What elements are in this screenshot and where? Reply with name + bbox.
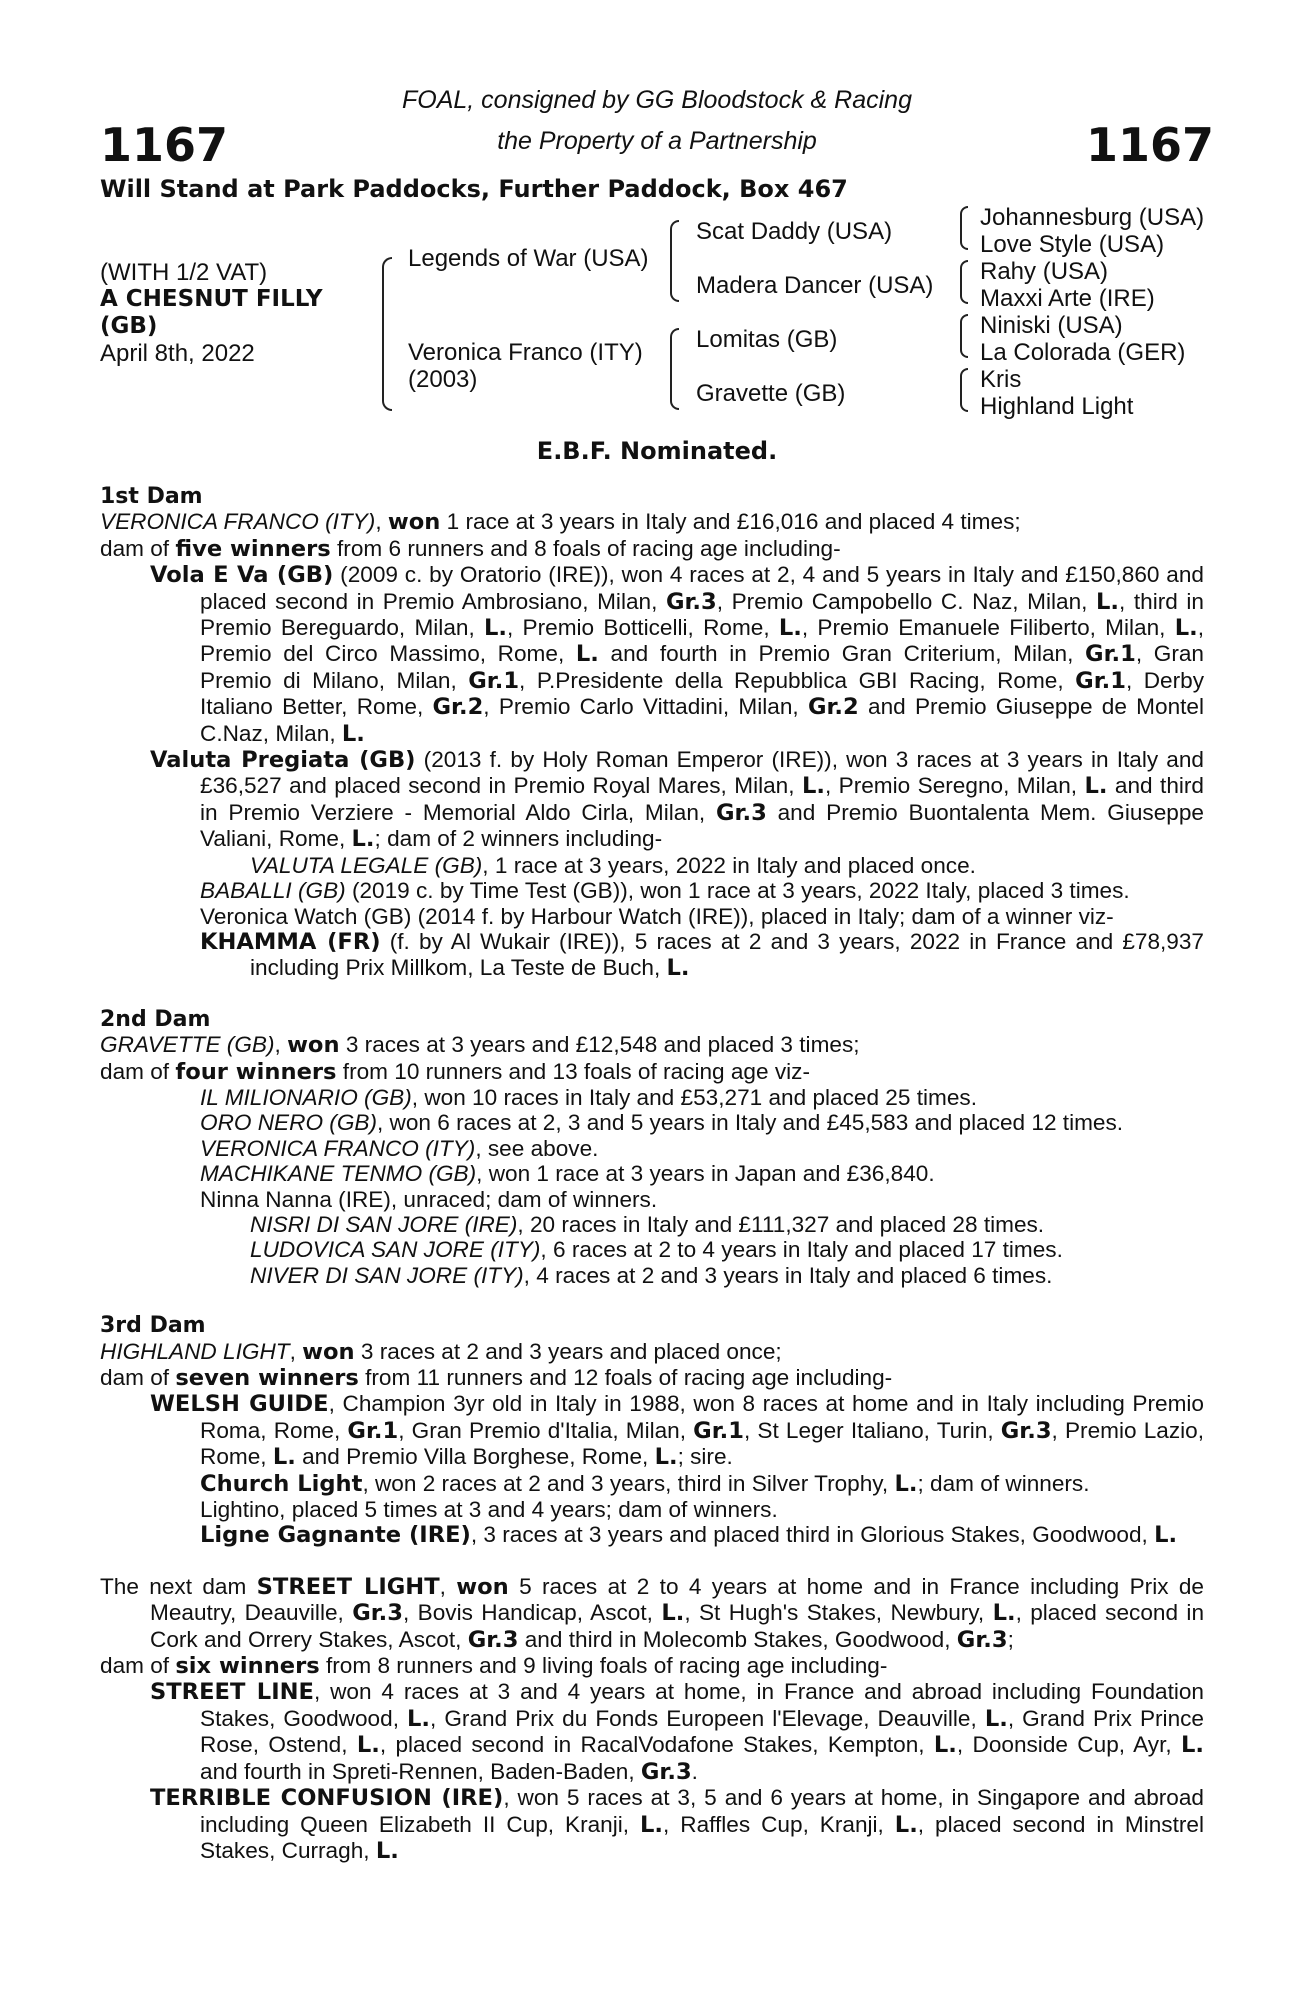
pedigree-g3: Rahy (USA) (980, 258, 1109, 285)
produce-baballi: BABALLI (GB) (2019 c. by Time Test (GB)), won 1 race at 3 years, 2022 Italy, placed 3 times. (200, 878, 1130, 904)
third-dam-heading: 3rd Dam (100, 1313, 206, 1339)
pedigree-dam-year: (2003) (408, 366, 478, 393)
produce-nisri: NISRI DI SAN JORE (IRE), 20 races in Italy and £111,327 and placed 28 times. (250, 1211, 1045, 1237)
pedigree-brace-main (382, 257, 392, 411)
horse-dob: April 8th, 2022 (100, 340, 255, 367)
ebf-nominated: E.B.F. Nominated. (536, 437, 778, 465)
produce-ninna-nanna: Ninna Nanna (IRE), unraced; dam of winners. (200, 1186, 658, 1212)
first-dam-heading: 1st Dam (100, 484, 203, 509)
produce-valuta-pregiata: Valuta Pregiata (GB) (2013 f. by Holy Roman Emperor (IRE)), won 3 races at 3 years in Italy and £36,527 and placed second in Premio Royal Mares, Milan, L., Premio Seregno, Milan, L. and third in Premio Verziere - Memorial Aldo Cirla, Milan, Gr.3 and Premio Buontalenta Mem. Giuseppe Valiani, Rome, L.; dam of 2 winners including- (150, 747, 1205, 853)
pedigree-brace-g1 (960, 206, 968, 250)
second-dam-record: GRAVETTE (GB), won 3 races at 3 years and £12,548 and placed 3 times; (100, 1032, 860, 1059)
produce-oro-nero: ORO NERO (GB), won 6 races at 2, 3 and 5 years in Italy and £45,583 and placed 12 times. (200, 1110, 1124, 1136)
produce-veronica-franco: VERONICA FRANCO (ITY), see above. (200, 1135, 599, 1161)
pedigree-brace-g4 (960, 368, 968, 412)
catalogue-body (100, 484, 1204, 1864)
produce-terrible-confusion: TERRIBLE CONFUSION (IRE), won 5 races at 3, 5 and 6 years at home, in Singapore and abroad including Queen Elizabeth II Cup, Kranji, L., Raffles Cup, Kranji, L., placed second in Minstrel Stakes, Curragh, L. (150, 1785, 1204, 1864)
produce-welsh-guide: WELSH GUIDE, Champion 3yr old in Italy in 1988, won 8 races at home and in Italy including Premio Roma, Rome, Gr.1, Gran Premio d'Italia, Milan, Gr.1, St Leger Italiano, Turin, Gr.3, Premio Lazio, Rome, L. and Premio Villa Borghese, Rome, L.; sire. (150, 1391, 1204, 1471)
produce-vola-e-va: Vola E Va (GB) (2009 c. by Oratorio (IRE)), won 4 races at 2, 4 and 5 years in Italy and £150,860 and placed second in Premio Ambrosiano, Milan, Gr.3, Premio Campobello C. Naz, Milan, L., third in Premio Bereguardo, Milan, L., Premio Botticelli, Rome, L., Premio Emanuele Filiberto, Milan, L., Premio del Circo Massimo, Rome, L. and fourth in Premio Gran Criterium, Milan, Gr.1, Gran Premio di Milano, Milan, Gr.1, P.Presidente della Repubblica GBI Racing, Rome, Gr.1, Derby Italiano Better, Rome, Gr.2, Premio Carlo Vittadini, Milan, Gr.2 and Premio Giuseppe de Montel C.Naz, Milan, L. (150, 562, 1204, 747)
pedigree-sire-sire: Scat Daddy (USA) (696, 218, 893, 245)
produce-machikane-tenmo: MACHIKANE TENMO (GB), won 1 race at 3 years in Japan and £36,840. (200, 1161, 935, 1187)
pedigree-g8: Highland Light (980, 393, 1134, 420)
first-dam-produce: dam of five winners from 6 runners and 8 foals of racing age including- (100, 535, 841, 562)
pedigree-brace-g3 (960, 314, 968, 358)
pedigree-g6: La Colorada (GER) (980, 339, 1186, 366)
produce-niver: NIVER DI SAN JORE (ITY), 4 races at 2 and 3 years in Italy and placed 6 times. (250, 1262, 1053, 1288)
second-dam-produce: dam of four winners from 10 runners and 13 foals of racing age viz- (100, 1058, 810, 1085)
produce-veronica-watch: Veronica Watch (GB) (2014 f. by Harbour Watch (IRE)), placed in Italy; dam of a winner viz- (200, 903, 1114, 929)
pedigree-brace-g2 (960, 260, 968, 304)
produce-church-light: Church Light, won 2 races at 2 and 3 years, third in Silver Trophy, L.; dam of winners. (200, 1470, 1090, 1497)
lot-number-right: 1167 (1085, 118, 1214, 172)
next-dam-produce: dam of six winners from 8 runners and 9 living foals of racing age including- (100, 1653, 888, 1680)
horse-country: (GB) (100, 313, 158, 339)
produce-valuta-legale: VALUTA LEGALE (GB), 1 race at 3 years, 2022 in Italy and placed once. (250, 852, 976, 878)
pedigree-brace-dam (670, 328, 679, 410)
third-dam-produce: dam of seven winners from 11 runners and 12 foals of racing age including- (100, 1365, 893, 1391)
horse-name: A CHESNUT FILLY (100, 286, 323, 312)
first-dam-record: VERONICA FRANCO (ITY), won 1 race at 3 years in Italy and £16,016 and placed 4 times; (100, 509, 1021, 536)
vat-note: (WITH 1/2 VAT) (100, 259, 268, 286)
consignor-line: FOAL, consigned by GG Bloodstock & Racing (402, 86, 912, 114)
produce-khamma: KHAMMA (FR) (f. by Al Wukair (IRE)), 5 races at 2 and 3 years, 2022 in France and £78,937 including Prix Millkom, La Teste de Buch, L. (200, 928, 1204, 982)
third-dam-record: HIGHLAND LIGHT, won 3 races at 2 and 3 years and placed once; (100, 1338, 782, 1365)
pedigree-sire: Legends of War (USA) (408, 245, 649, 272)
pedigree-brace-sire (670, 220, 679, 302)
stand-location: Will Stand at Park Paddocks, Further Paddock, Box 467 (100, 175, 848, 203)
pedigree-g4: Maxxi Arte (IRE) (980, 285, 1155, 312)
produce-street-line: STREET LINE, won 4 races at 3 and 4 years at home, in France and abroad including Foundation Stakes, Goodwood, L., Grand Prix du Fonds Europeen l'Elevage, Deauville, L., Grand Prix Prince Rose, Ostend, L., placed second in RacalVodafone Stakes, Kempton, L., Doonside Cup, Ayr, L. and fourth in Spreti-Rennen, Baden-Baden, Gr.3. (150, 1679, 1205, 1785)
pedigree-sire-dam: Madera Dancer (USA) (696, 272, 934, 299)
pedigree-g1: Johannesburg (USA) (980, 204, 1205, 231)
lot-number-left: 1167 (100, 118, 229, 172)
produce-ludovica: LUDOVICA SAN JORE (ITY), 6 races at 2 to 4 years in Italy and placed 17 times. (250, 1237, 1063, 1263)
second-dam-heading: 2nd Dam (100, 1006, 211, 1032)
next-dam-record: The next dam STREET LIGHT, won 5 races at 2 to 4 years at home and in France including Prix de Meautry, Deauville, Gr.3, Bovis Handicap, Ascot, L., St Hugh's Stakes, Newbury, L., placed second in Cork and Orrery Stakes, Ascot, Gr.3 and third in Molecomb Stakes, Goodwood, Gr.3; (100, 1573, 1205, 1653)
produce-ligne-gagnante: Ligne Gagnante (IRE), 3 races at 3 years and placed third in Glorious Stakes, Goodwood, L. (200, 1522, 1178, 1549)
pedigree-dam-sire: Lomitas (GB) (696, 326, 838, 353)
pedigree-dam-dam: Gravette (GB) (696, 380, 846, 407)
pedigree-dam: Veronica Franco (ITY) (408, 339, 643, 366)
pedigree-g2: Love Style (USA) (980, 231, 1165, 258)
produce-lightino: Lightino, placed 5 times at 3 and 4 years; dam of winners. (200, 1497, 778, 1523)
pedigree-g5: Niniski (USA) (980, 312, 1123, 339)
property-line: the Property of a Partnership (497, 127, 817, 155)
pedigree-g7: Kris (980, 366, 1022, 393)
produce-il-milionario: IL MILIONARIO (GB), won 10 races in Italy and £53,271 and placed 25 times. (200, 1084, 977, 1110)
